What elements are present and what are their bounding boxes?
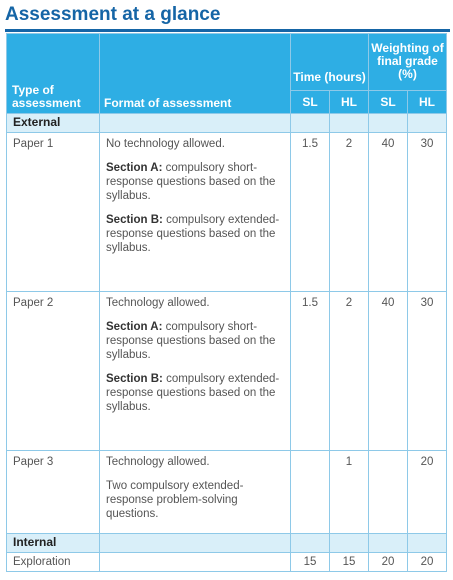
time-sl-cell: 15 — [291, 553, 330, 572]
format-intro: Technology allowed. — [106, 456, 210, 468]
format-cell — [100, 133, 291, 292]
type-cell: Paper 1 — [7, 133, 100, 292]
time-hl-cell: 2 — [330, 292, 369, 451]
format-detail: Two compulsory extended-response problem-solving questions. — [106, 480, 244, 520]
time-sl-cell: 1.5 — [291, 133, 330, 292]
section-b-label: Section B: — [106, 214, 163, 226]
weight-hl-cell: 20 — [408, 553, 447, 572]
header-format: Format of assessment — [100, 34, 291, 114]
assessment-table — [6, 33, 447, 572]
weight-sl-cell — [369, 451, 408, 534]
header-type: Type of assessment — [7, 34, 100, 114]
section-b-text: compulsory extended-response questions based on the syllabus. — [106, 214, 280, 254]
header-time: Time (hours) — [291, 34, 369, 91]
table-row — [7, 292, 447, 451]
header-time-sl: SL — [291, 91, 330, 114]
type-cell: Exploration — [7, 553, 100, 572]
section-row-internal — [7, 534, 447, 553]
header-time-hl: HL — [330, 91, 369, 114]
weight-sl-cell: 20 — [369, 553, 408, 572]
section-label: External — [7, 114, 100, 133]
table-row — [7, 133, 447, 292]
type-cell: Paper 2 — [7, 292, 100, 451]
format-intro: Technology allowed. — [106, 297, 210, 309]
page-title: Assessment at a glance — [5, 3, 450, 32]
header-weight-sl: SL — [369, 91, 408, 114]
header-weight-hl: HL — [408, 91, 447, 114]
section-label: Internal — [7, 534, 100, 553]
section-b-text: compulsory extended-response questions based on the syllabus. — [106, 373, 280, 413]
format-section-a — [106, 320, 286, 362]
weight-hl-cell: 30 — [408, 133, 447, 292]
time-hl-cell: 2 — [330, 133, 369, 292]
weight-hl-cell: 20 — [408, 451, 447, 534]
weight-sl-cell: 40 — [369, 133, 408, 292]
section-a-label: Section A: — [106, 321, 163, 333]
format-intro: No technology allowed. — [106, 138, 225, 150]
header-weighting: Weighting of final grade (%) — [369, 34, 447, 91]
section-b-label: Section B: — [106, 373, 163, 385]
format-section-b — [106, 213, 286, 255]
section-a-label: Section A: — [106, 162, 163, 174]
format-section-a — [106, 161, 286, 203]
section-row-external — [7, 114, 447, 133]
section-a-text: compulsory short-response questions based on the syllabus. — [106, 162, 276, 202]
time-sl-cell: 1.5 — [291, 292, 330, 451]
table-row — [7, 553, 447, 572]
weight-sl-cell: 40 — [369, 292, 408, 451]
format-cell — [100, 451, 291, 534]
time-hl-cell: 1 — [330, 451, 369, 534]
format-cell — [100, 292, 291, 451]
format-section-b — [106, 372, 286, 414]
time-hl-cell: 15 — [330, 553, 369, 572]
section-a-text: compulsory short-response questions based on the syllabus. — [106, 321, 276, 361]
table-row — [7, 451, 447, 534]
time-sl-cell — [291, 451, 330, 534]
type-cell: Paper 3 — [7, 451, 100, 534]
weight-hl-cell: 30 — [408, 292, 447, 451]
